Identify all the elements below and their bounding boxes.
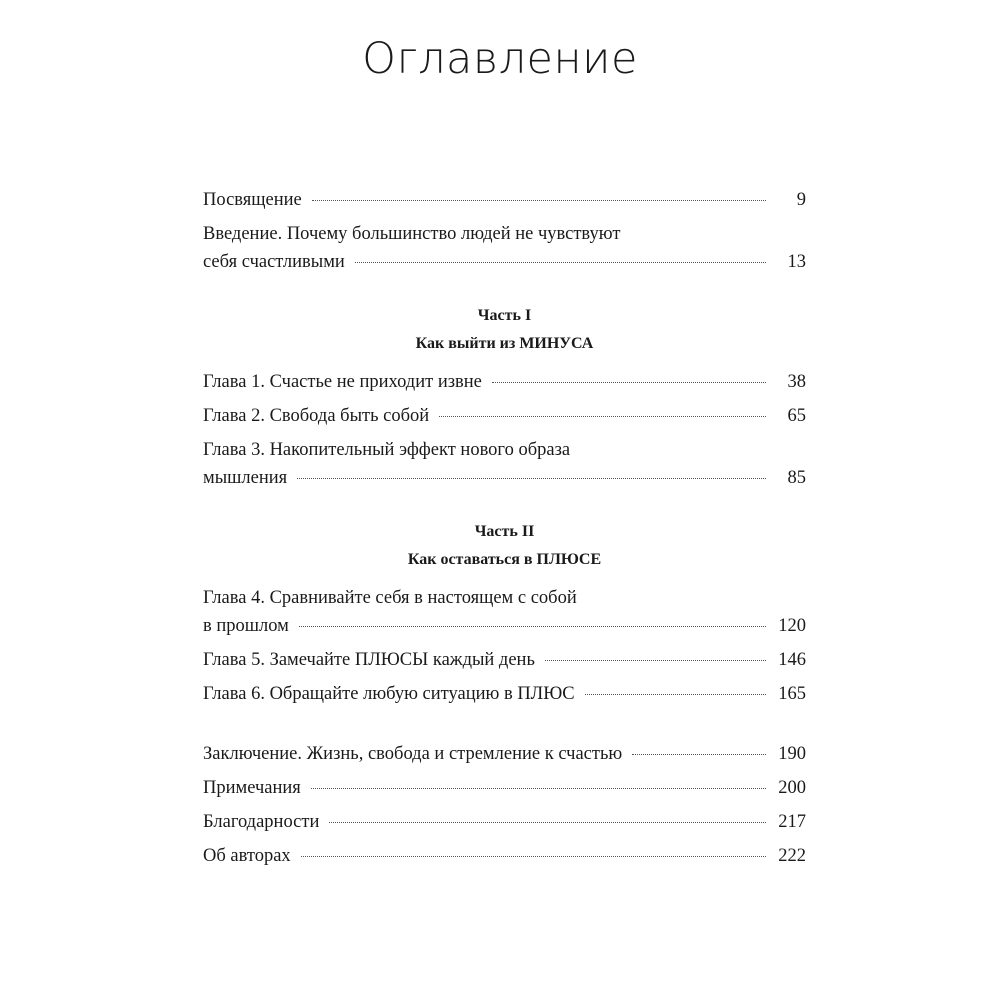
toc-entry-text: Глава 1. Счастье не приходит извне [203, 372, 482, 392]
part-title: Как выйти из МИНУСА [415, 335, 594, 352]
toc-entry-text: Заключение. Жизнь, свобода и стремление к счастью [203, 744, 623, 764]
dot-leader [632, 754, 766, 755]
dot-leader [299, 626, 766, 627]
toc-entry-text: Глава 5. Замечайте ПЛЮСЫ каждый день [203, 650, 535, 670]
part-title: Как оставаться в ПЛЮСЕ [407, 551, 602, 568]
toc-entry-text: Об авторах [203, 846, 291, 866]
toc-entry-notes[interactable] [203, 774, 806, 802]
toc-entry-acknowledgements[interactable] [203, 808, 806, 836]
toc-entry-text: Примечания [203, 778, 301, 798]
toc-entry-text: мышления [203, 468, 288, 488]
toc-entry-conclusion[interactable] [203, 740, 806, 768]
toc-entry-introduction[interactable] [203, 220, 806, 276]
toc-entry-page: 65 [787, 406, 806, 426]
toc-entry-chapter-1[interactable] [203, 368, 806, 396]
part-heading-2 [203, 518, 806, 574]
toc-entry-chapter-6[interactable] [203, 680, 806, 708]
toc-entry-text-line1: Глава 4. Сравнивайте себя в настоящем с собой [203, 588, 577, 608]
toc-entry-chapter-5[interactable] [203, 646, 806, 674]
toc-entry-page: 146 [778, 650, 806, 670]
dot-leader [545, 660, 766, 661]
toc-entry-page: 120 [778, 616, 806, 636]
toc-entry-text: Глава 2. Свобода быть собой [203, 406, 430, 426]
toc-entry-chapter-2[interactable] [203, 402, 806, 430]
toc-entry-text: Благодарности [203, 812, 320, 832]
dot-leader [585, 694, 766, 695]
dot-leader [492, 382, 766, 383]
toc-entry-page: 165 [778, 684, 806, 704]
toc-entry-page: 85 [787, 468, 806, 488]
toc-entry-text: Посвящение [203, 190, 302, 210]
toc-entry-text: Глава 6. Обращайте любую ситуацию в ПЛЮС [203, 684, 575, 704]
toc-entry-about-authors[interactable] [203, 842, 806, 870]
table-of-contents [203, 186, 806, 876]
toc-entry-page: 9 [796, 190, 806, 210]
toc-entry-page: 13 [787, 252, 806, 272]
toc-entry-dedication[interactable] [203, 186, 806, 214]
toc-entry-chapter-4[interactable] [203, 584, 806, 640]
toc-entry-text: себя счастливыми [203, 252, 345, 272]
toc-entry-page: 38 [787, 372, 806, 392]
toc-entry-page: 190 [778, 744, 806, 764]
dot-leader [439, 416, 766, 417]
dot-leader [329, 822, 766, 823]
dot-leader [355, 262, 766, 263]
dot-leader [297, 478, 766, 479]
dot-leader [311, 788, 766, 789]
section-spacer [203, 714, 806, 740]
part-heading-1 [203, 302, 806, 358]
page-title: Оглавление [362, 34, 638, 84]
part-label: Часть I [477, 307, 532, 324]
toc-entry-text: в прошлом [203, 616, 289, 636]
toc-entry-page: 200 [778, 778, 806, 798]
dot-leader [301, 856, 766, 857]
toc-entry-page: 222 [778, 846, 806, 866]
toc-entry-text-line1: Глава 3. Накопительный эффект нового образа [203, 440, 571, 460]
toc-entry-page: 217 [778, 812, 806, 832]
dot-leader [312, 200, 766, 201]
part-label: Часть II [474, 523, 535, 540]
toc-entry-text-line1: Введение. Почему большинство людей не чувствуют [203, 224, 621, 244]
toc-entry-chapter-3[interactable] [203, 436, 806, 492]
